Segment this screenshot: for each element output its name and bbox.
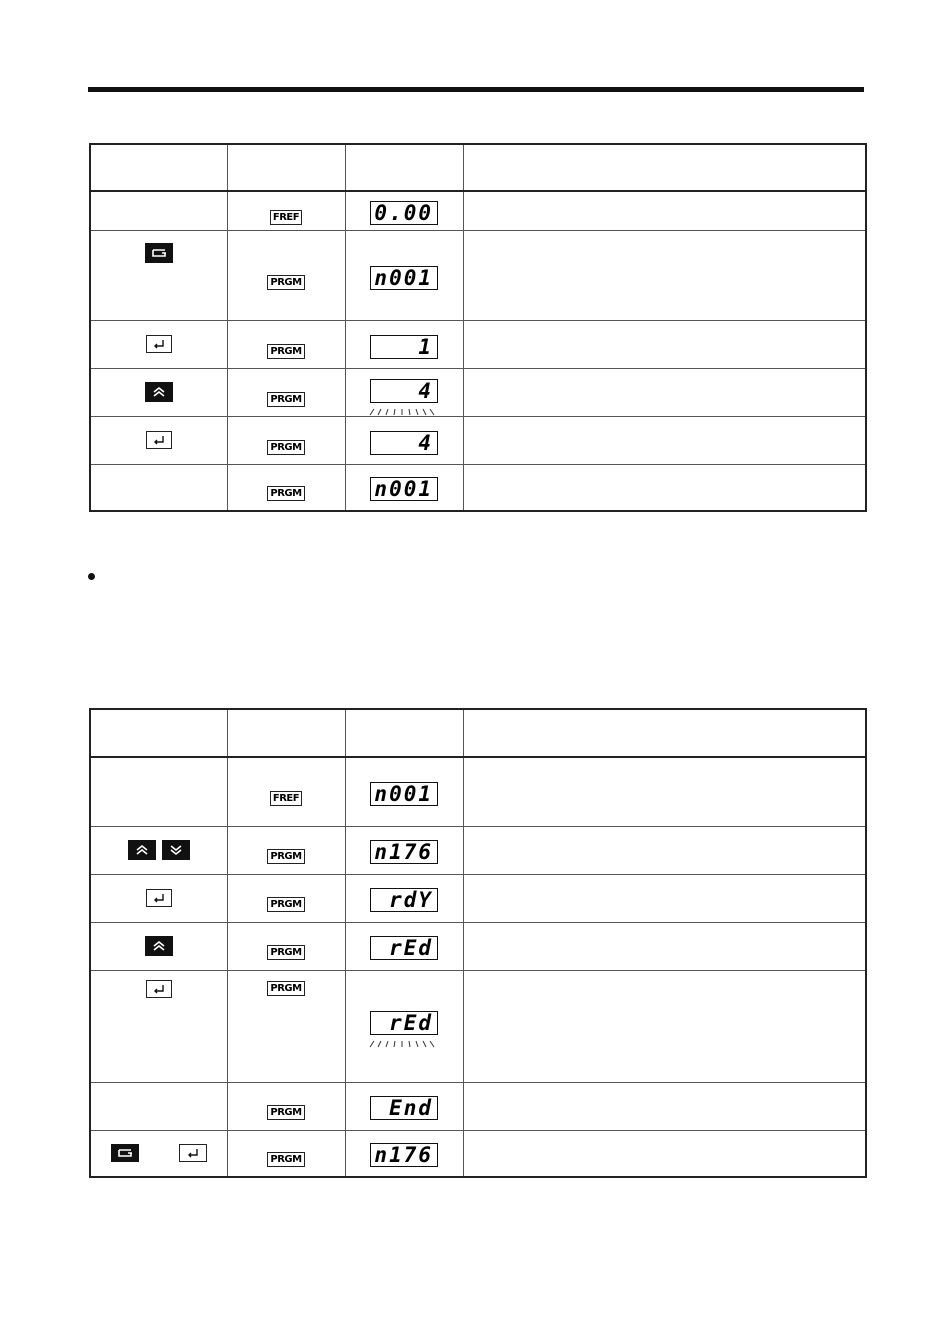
- key-cell: [90, 191, 227, 231]
- explanation-cell: [463, 321, 866, 369]
- table-row: [90, 757, 866, 826]
- prgm-indicator: PRGM: [267, 344, 304, 359]
- table-row: [90, 321, 866, 369]
- prgm-indicator: PRGM: [267, 981, 304, 996]
- header-explanation: [463, 144, 866, 191]
- explanation-cell: [463, 1082, 866, 1130]
- lcd-display: End: [370, 1096, 438, 1120]
- explanation-cell: [463, 874, 866, 922]
- enter-key-icon[interactable]: [146, 980, 172, 998]
- mode-key-icon[interactable]: [145, 243, 173, 263]
- lcd-display: 1: [370, 335, 438, 359]
- key-cell: [90, 1082, 227, 1130]
- table-row: [90, 1082, 866, 1130]
- explanation-cell: [463, 191, 866, 231]
- table-row: [90, 369, 866, 417]
- enter-key-icon[interactable]: [146, 889, 172, 907]
- prgm-indicator: PRGM: [267, 945, 304, 960]
- up-arrow-key-icon[interactable]: [145, 382, 173, 402]
- up-arrow-key-icon[interactable]: [145, 936, 173, 956]
- table-row: [90, 231, 866, 321]
- prgm-indicator: PRGM: [267, 392, 304, 407]
- bullet-icon: [88, 573, 95, 580]
- prgm-indicator: PRGM: [267, 849, 304, 864]
- explanation-cell: [463, 826, 866, 874]
- lcd-display: n176: [370, 840, 438, 864]
- table-row: [90, 970, 866, 1082]
- lcd-display: n001: [370, 266, 438, 290]
- table-row: [90, 465, 866, 511]
- fref-indicator: FREF: [270, 210, 302, 225]
- top-rule: [88, 87, 864, 92]
- lcd-display: 4: [370, 431, 438, 455]
- operation-table-1: [89, 143, 867, 512]
- header-display: [345, 709, 463, 757]
- table-row: [90, 191, 866, 231]
- blink-rays-icon: [368, 408, 440, 416]
- explanation-cell: [463, 757, 866, 826]
- lcd-display-blinking: rEd: [370, 1011, 438, 1035]
- enter-key-icon[interactable]: [179, 1144, 207, 1162]
- enter-key-icon[interactable]: [146, 431, 172, 449]
- table-row: [90, 922, 866, 970]
- explanation-cell: [463, 1130, 866, 1177]
- header-explanation: [463, 709, 866, 757]
- explanation-cell: [463, 369, 866, 417]
- lcd-display: rdY: [370, 888, 438, 912]
- table-row: [90, 874, 866, 922]
- up-arrow-key-icon[interactable]: [128, 840, 156, 860]
- table-row: [90, 417, 866, 465]
- enter-key-icon[interactable]: [146, 335, 172, 353]
- operation-table-2: [89, 708, 867, 1178]
- explanation-cell: [463, 970, 866, 1082]
- lcd-display: n001: [370, 782, 438, 806]
- explanation-cell: [463, 417, 866, 465]
- header-key-operation: [90, 144, 227, 191]
- header-indicator: [227, 709, 345, 757]
- prgm-indicator: PRGM: [267, 897, 304, 912]
- lcd-display: n176: [370, 1143, 438, 1167]
- prgm-indicator: PRGM: [267, 1105, 304, 1120]
- header-display: [345, 144, 463, 191]
- explanation-cell: [463, 465, 866, 511]
- explanation-cell: [463, 922, 866, 970]
- prgm-indicator: PRGM: [267, 1152, 304, 1167]
- lcd-display: rEd: [370, 936, 438, 960]
- blink-rays-icon: [368, 1040, 440, 1048]
- explanation-cell: [463, 231, 866, 321]
- prgm-indicator: PRGM: [267, 486, 304, 501]
- prgm-indicator: PRGM: [267, 275, 304, 290]
- prgm-indicator: PRGM: [267, 440, 304, 455]
- mode-key-icon[interactable]: [111, 1144, 139, 1162]
- header-key-operation: [90, 709, 227, 757]
- key-cell: [90, 465, 227, 511]
- key-cell: [90, 757, 227, 826]
- fref-indicator: FREF: [270, 791, 302, 806]
- lcd-display: 0.00: [370, 201, 438, 225]
- table-row: [90, 1130, 866, 1177]
- lcd-display: n001: [370, 477, 438, 501]
- table-row: [90, 826, 866, 874]
- down-arrow-key-icon[interactable]: [162, 840, 190, 860]
- lcd-display-blinking: 4: [370, 379, 438, 403]
- header-indicator: [227, 144, 345, 191]
